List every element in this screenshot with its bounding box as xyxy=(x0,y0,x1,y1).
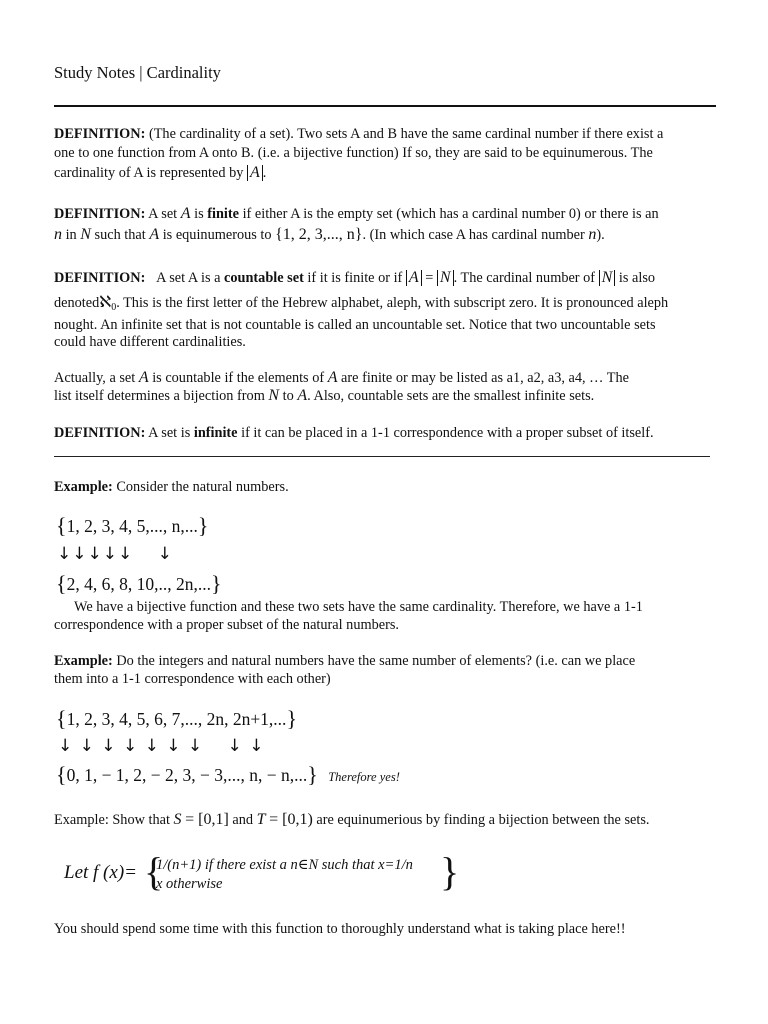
def3-eq: = xyxy=(425,270,434,286)
cases-right-brace: } xyxy=(440,849,460,894)
def2-var-n: n xyxy=(54,226,62,243)
ex1-line1: We have a bijective function and these two sets have the same cardinality. Therefore, we have a 1-1 xyxy=(74,599,643,615)
para-text-a: Actually, a set xyxy=(54,370,136,386)
ex2-arrows-tail: ↓ ↓ xyxy=(227,736,265,756)
ex3-var-t: T xyxy=(256,811,266,828)
def3-line3: nought. An infinite set that is not countable is called an uncountable set. Notice that two uncountable sets xyxy=(54,317,656,333)
para-var-n: N xyxy=(268,387,280,404)
def2-in: in xyxy=(65,227,77,243)
header-rule xyxy=(54,105,716,107)
para-text-c: are finite or may be listed as a1, a2, a3, a4, … The xyxy=(341,370,630,386)
para-line2 xyxy=(54,386,594,406)
def4-text-a: A set is xyxy=(148,425,191,441)
def1-line3 xyxy=(54,163,266,183)
def4-infinite: infinite xyxy=(193,425,238,441)
ex1-label: Example: xyxy=(54,479,113,495)
def2-text-c: if either A is the empty set (which has a cardinal number 0) or there is an xyxy=(242,206,659,222)
def2-tail: . (In which case A has cardinal number xyxy=(362,227,585,243)
ex3-eq-s: = [0,1] xyxy=(185,811,229,828)
def3-text-b: if it is finite or if xyxy=(307,270,403,286)
def2-var-n2: n xyxy=(588,226,597,243)
def3-line1 xyxy=(54,268,655,288)
section-divider xyxy=(54,456,710,457)
ex3-text-b: are equinumerious by finding a bijection between the sets. xyxy=(316,812,650,828)
cardinality-n-2: N xyxy=(599,270,616,286)
footer-note: You should spend some time with this function to thoroughly understand what is taking place here!! xyxy=(54,921,626,937)
case-2: x otherwise xyxy=(156,876,223,892)
para-text-b: is countable if the elements of xyxy=(152,370,325,386)
def1-period: . xyxy=(262,165,267,181)
def2-var-a: A xyxy=(180,205,191,222)
ex2-set2 xyxy=(56,761,400,787)
def2-var-a2: A xyxy=(149,226,160,243)
right-brace: } xyxy=(210,571,222,596)
case-1: 1/(n+1) if there exist a n∈N such that x=1/n xyxy=(156,857,413,873)
para-line1 xyxy=(54,368,629,388)
aleph-symbol: ℵ xyxy=(99,294,112,311)
ex1-line2: correspondence with a proper subset of the natural numbers. xyxy=(54,617,399,633)
para-to: to xyxy=(282,388,294,404)
def1-line3-text: cardinality of A is represented by xyxy=(54,165,244,181)
left-brace: { xyxy=(56,513,67,538)
left-brace: { xyxy=(56,571,67,596)
ex3-var-s: S xyxy=(173,811,182,828)
ex2-line1 xyxy=(54,651,635,671)
def1-line1-text: (The cardinality of a set). Two sets A and B have the same cardinal number if there exist a xyxy=(148,126,664,142)
def2-end: ). xyxy=(596,227,605,243)
def2-text-is: is xyxy=(194,206,204,222)
ex2-set2-values: 0, 1, − 1, 2, − 2, 3, − 3,..., n, − n,... xyxy=(66,765,308,785)
ex1-set2-values: 2, 4, 6, 8, 10,.., 2n,... xyxy=(66,574,211,594)
page-title: Study Notes | Cardinality xyxy=(54,63,221,82)
ex1-arrows xyxy=(57,544,173,564)
def1-line2: one to one function from A onto B. (i.e. a bijective function) If so, they are said to be equinumerous. The xyxy=(54,145,653,161)
def3-countable: countable set xyxy=(224,270,304,286)
para-l2-b: . Also, countable sets are the smallest infinite sets. xyxy=(307,388,595,404)
right-brace: } xyxy=(197,513,209,538)
ex1-arrows-group: ↓↓↓↓↓ xyxy=(57,544,134,564)
def3-denoted: denoted xyxy=(54,295,100,311)
ex3-line xyxy=(54,810,649,830)
ex2-line2: them into a 1-1 correspondence with each other) xyxy=(54,671,331,687)
ex1-set1 xyxy=(56,512,208,538)
def2-line2 xyxy=(54,225,605,245)
cardinality-of-a: A xyxy=(247,165,263,181)
cardinality-a: A xyxy=(406,270,422,286)
def3-label: DEFINITION: xyxy=(54,270,146,286)
def2-label: DEFINITION: xyxy=(54,206,146,222)
ex2-arrows xyxy=(58,736,264,756)
def1-label: DEFINITION: xyxy=(54,126,146,142)
def4-label: DEFINITION: xyxy=(54,425,146,441)
ex3-and: and xyxy=(232,812,254,828)
para-var-a3: A xyxy=(297,387,308,404)
para-var-a2: A xyxy=(327,369,338,386)
para-var-a: A xyxy=(138,369,149,386)
def1-line1 xyxy=(54,124,663,144)
ex2-set1-values: 1, 2, 3, 4, 5, 6, 7,..., 2n, 2n+1,... xyxy=(66,709,287,729)
ex2-set1 xyxy=(56,705,297,731)
ex1-set2 xyxy=(56,570,222,596)
def2-line1 xyxy=(54,204,659,224)
def2-such: such that xyxy=(94,227,146,243)
para-l2-a: list itself determines a bijection from xyxy=(54,388,265,404)
def2-text-a: A set xyxy=(148,206,178,222)
ex1-arrow-n: ↓ xyxy=(157,544,173,564)
function-definition: Let f (x)= xyxy=(64,862,137,883)
cases-left-brace: { xyxy=(144,849,164,894)
aleph-subscript: 0 xyxy=(111,302,117,313)
ex2-label: Example: xyxy=(54,653,113,669)
def2-set: {1, 2, 3,..., n} xyxy=(275,226,363,243)
def3-text-a: A set A is a xyxy=(156,270,221,286)
ex2-arrows-group: ↓ ↓ ↓ ↓ ↓ ↓ ↓ xyxy=(58,736,204,756)
def2-finite: finite xyxy=(207,206,239,222)
def2-equi: is equinumerous to xyxy=(162,227,272,243)
left-brace: { xyxy=(56,706,67,731)
def3-text-d: is also xyxy=(618,270,656,286)
ex1-heading xyxy=(54,477,289,497)
ex1-set1-values: 1, 2, 3, 4, 5,..., n,... xyxy=(66,516,198,536)
def3-line2-text: . This is the first letter of the Hebrew alphabet, aleph, with subscript zero. It is pronounced aleph xyxy=(116,295,669,311)
cardinality-n: N xyxy=(437,270,454,286)
def4-text-b: if it can be placed in a 1-1 correspondence with a proper subset of itself. xyxy=(241,425,654,441)
right-brace: } xyxy=(307,762,318,787)
def3-line4: could have different cardinalities. xyxy=(54,334,246,350)
ex3-eq-t: = [0,1) xyxy=(269,811,313,828)
def3-line2 xyxy=(54,293,668,315)
ex2-text: Do the integers and natural numbers have the same number of elements? (i.e. can we place xyxy=(116,653,636,669)
ex1-text: Consider the natural numbers. xyxy=(116,479,289,495)
def3-text-c: . The cardinal number of xyxy=(453,270,596,286)
right-brace: } xyxy=(286,706,297,731)
def4-line xyxy=(54,423,654,443)
ex3-text-a: Example: Show that xyxy=(54,812,170,828)
ex2-note: Therefore yes! xyxy=(328,770,400,784)
def2-var-N: N xyxy=(80,226,91,243)
left-brace: { xyxy=(56,762,67,787)
